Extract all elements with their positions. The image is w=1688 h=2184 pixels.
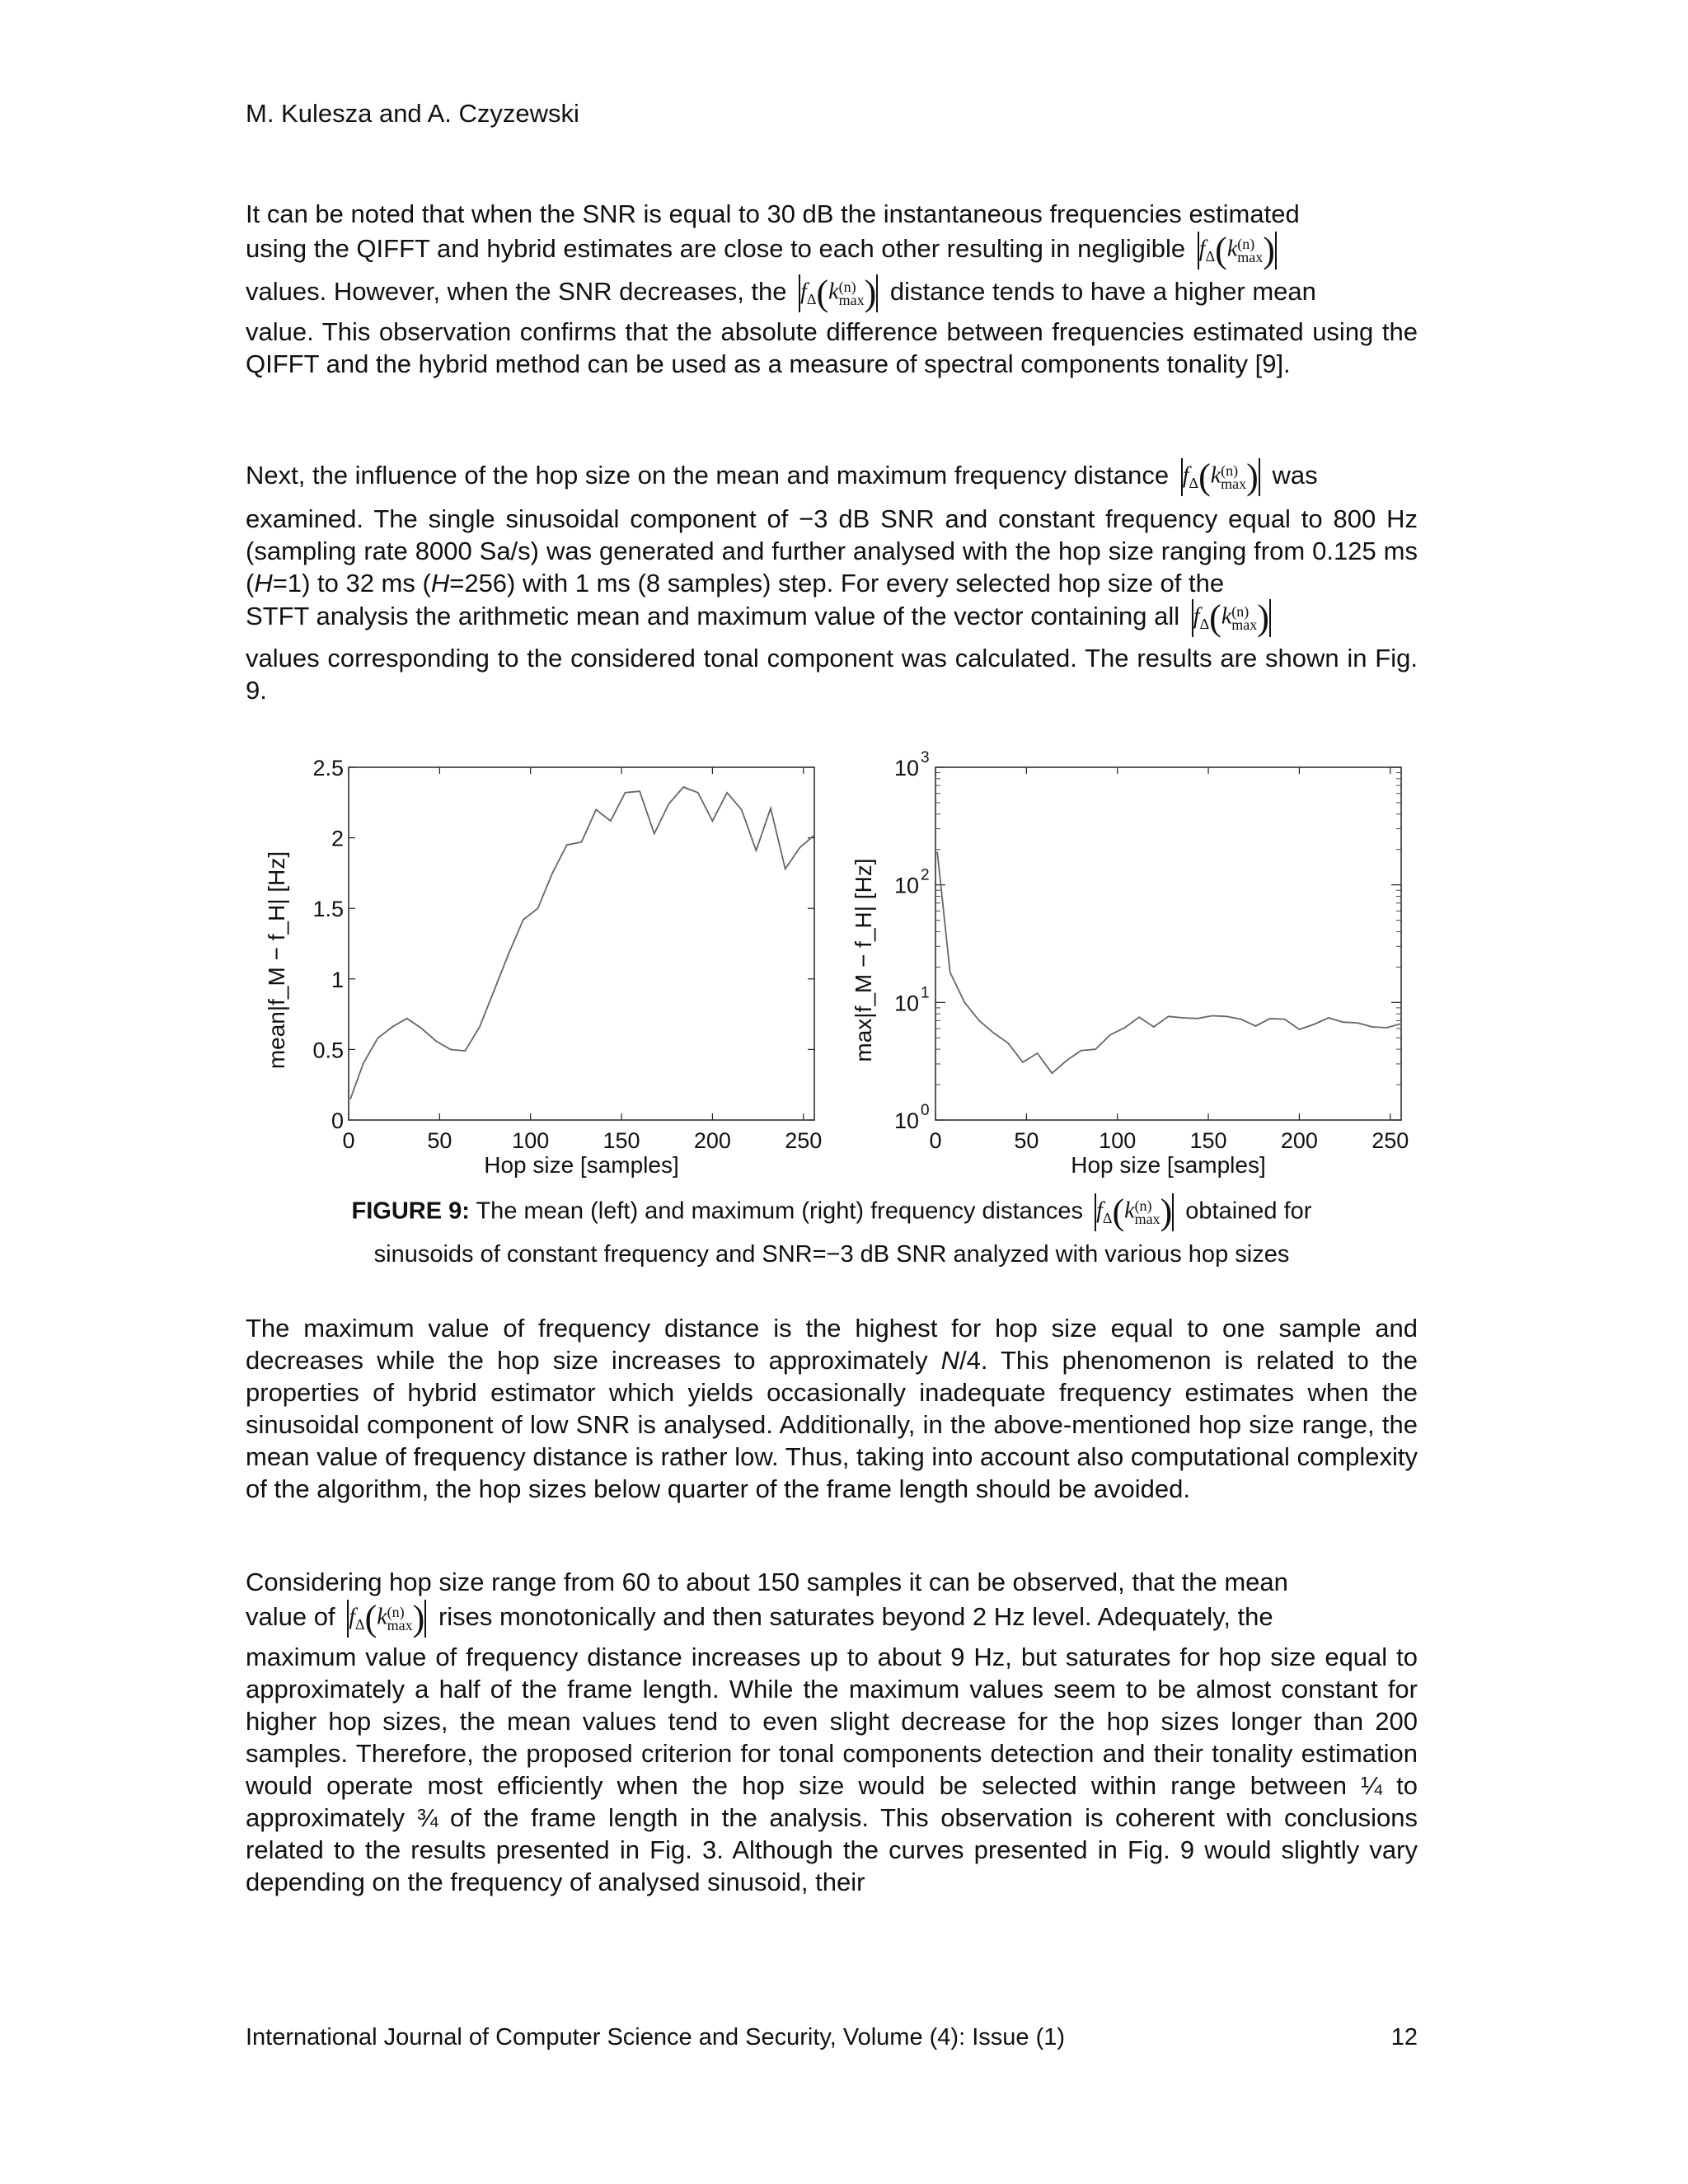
data-point xyxy=(551,873,553,874)
data-point xyxy=(964,1002,966,1004)
data-point xyxy=(420,1028,422,1029)
y-tick-exponent: 0 xyxy=(921,1102,930,1119)
data-point xyxy=(1168,1016,1170,1018)
data-point xyxy=(1226,1016,1227,1018)
x-tick-label: 50 xyxy=(1014,1128,1039,1153)
y-axis-label: max|f_M − f_H| [Hz] xyxy=(851,858,876,1062)
freq-distance-formula: $f_\Delta(k$ (n) max ) xyxy=(1193,598,1269,638)
p1-line-1: It can be noted that when the SNR is equal to 30 dB the instantaneous frequencies estimated xyxy=(246,199,1300,228)
x-tick-label: 100 xyxy=(1099,1128,1137,1153)
x-axis-label: Hop size [samples] xyxy=(1071,1152,1266,1178)
data-point xyxy=(639,790,640,792)
y-axis-label: mean|f_M − f_H| [Hz] xyxy=(264,851,289,1070)
x-axis-label: Hop size [samples] xyxy=(484,1152,679,1178)
page-number: 12 xyxy=(1390,2024,1418,2050)
data-point xyxy=(523,919,524,921)
freq-distance-formula: $f_\Delta(k$ (n) max ) xyxy=(1096,1192,1173,1232)
y-tick-label: 2 xyxy=(331,826,344,851)
data-point xyxy=(1328,1017,1329,1019)
data-point xyxy=(756,850,757,851)
x-tick-label: 0 xyxy=(342,1128,355,1153)
data-point xyxy=(936,851,938,853)
paragraph-1 xyxy=(246,198,1418,380)
y-tick-label: 1 xyxy=(331,967,344,992)
data-point xyxy=(479,1026,481,1028)
data-point xyxy=(377,1038,379,1039)
data-point xyxy=(406,1018,408,1019)
freq-distance-formula: $f_\Delta(k$ (n) max ) xyxy=(1198,230,1275,270)
y-tick-label: 0 xyxy=(331,1108,344,1133)
max-distance-chart xyxy=(851,749,1409,1178)
data-point xyxy=(1197,1018,1198,1019)
p2-line-1: Next, the influence of the hop size on the mean and maximum frequency distance $f_\Delta(k$ (n) max ) was xyxy=(246,457,1318,497)
data-point xyxy=(1066,1060,1067,1062)
y-tick-label: 10 xyxy=(893,873,919,898)
data-point xyxy=(799,847,801,849)
journal-footer: International Journal of Computer Science and Security, Volume (4): Issue (1) xyxy=(246,2024,1066,2050)
data-point xyxy=(1255,1025,1257,1027)
data-series-line xyxy=(937,852,1401,1073)
data-point xyxy=(1299,1029,1301,1030)
data-point xyxy=(363,1063,364,1065)
p4-line-1: Considering hop size range from 60 to about 150 samples it can be observed, that the mean xyxy=(246,1568,1288,1596)
data-point xyxy=(1095,1048,1096,1050)
data-point xyxy=(494,990,495,991)
p2-line-2: examined. The single sinusoidal component of −3 dB SNR and constant frequency equal to 800 Hz (sampling rate 8000 Sa/s) was generated and further analysed with the hop size ranging from 0.125 ms (H=1) to 32 ms (H=256) with 1 ms (8 samples) step. For every selected hop size of the xyxy=(246,504,1418,598)
p4-rest: maximum value of frequency distance increases up to about 9 Hz, but saturates for hop size equal to approximately a half of the frame length. While the maximum values seem to be almost constant for higher hop sizes, the mean values tend to even slight decrease for the hop sizes longer than 200 samples. Therefore, the proposed criterion for tonal components detection and their tonality estimation would operate most efficiently when the hop size would be selected within range between ¼ to approximately ¾ of the frame length in the analysis. This observation is coherent with conclusions related to the results presented in Fig. 3. Although the curves presented in Fig. 9 would slightly vary depending on the frequency of analysed sinusoid, their xyxy=(246,1643,1418,1896)
data-point xyxy=(1051,1072,1053,1074)
data-point xyxy=(1313,1024,1315,1025)
data-point xyxy=(950,972,951,973)
p2-line-4: values corresponding to the considered tonal component was calculated. The results are shown in Fig. 9. xyxy=(246,644,1418,705)
data-point xyxy=(741,809,743,811)
y-tick-label: 10 xyxy=(893,756,919,780)
caption-label: FIGURE 9: xyxy=(351,1197,470,1225)
data-point xyxy=(1182,1017,1184,1019)
y-tick-label: 2.5 xyxy=(312,756,344,780)
data-point xyxy=(712,820,714,822)
caption-line-2: sinusoids of constant frequency and SNR=−3 dB SNR analyzed with various hop sizes xyxy=(373,1241,1290,1268)
y-tick-exponent: 3 xyxy=(921,749,930,766)
data-point xyxy=(1343,1021,1344,1023)
y-tick-exponent: 2 xyxy=(921,866,930,884)
data-point xyxy=(595,809,597,811)
caption-line-1: FIGURE 9: The mean (left) and maximum (right) frequency distances $f_\Delta(k$ (n) max ) obtained for xyxy=(351,1192,1312,1232)
data-point xyxy=(349,1099,351,1100)
data-point xyxy=(1153,1026,1155,1028)
running-header: M. Kulesza and A. Czyzewski xyxy=(246,99,579,128)
mean-distance-chart xyxy=(264,756,822,1178)
x-tick-label: 250 xyxy=(1372,1128,1409,1153)
y-tick-label: 1.5 xyxy=(312,897,344,922)
data-point xyxy=(785,868,786,869)
x-tick-label: 50 xyxy=(427,1128,452,1153)
plot-frame xyxy=(349,767,814,1120)
data-point xyxy=(993,1033,995,1034)
data-point xyxy=(1022,1062,1024,1063)
data-series-line xyxy=(350,787,814,1099)
data-point xyxy=(464,1050,466,1052)
data-point xyxy=(814,834,815,836)
x-tick-label: 150 xyxy=(603,1128,640,1153)
x-tick-label: 0 xyxy=(929,1128,942,1153)
plot-frame xyxy=(935,767,1401,1120)
data-point xyxy=(1240,1019,1242,1020)
p1-line-2: using the QIFFT and hybrid estimates are close to each other resulting in negligible $f_\Delta(k$ (n) max ) xyxy=(246,230,1275,270)
x-tick-label: 150 xyxy=(1189,1128,1227,1153)
data-point xyxy=(682,786,684,788)
p4-line-2: value of $f_\Delta(k$ (n) max ) rises monotonically and then saturates beyond 2 Hz level. Adequately, the xyxy=(246,1598,1273,1638)
data-point xyxy=(435,1040,437,1042)
data-point xyxy=(1037,1052,1039,1054)
data-point xyxy=(1212,1015,1213,1017)
y-tick-exponent: 1 xyxy=(921,984,930,1002)
data-point xyxy=(450,1049,452,1051)
data-point xyxy=(392,1026,393,1028)
data-point xyxy=(697,792,699,794)
data-point xyxy=(1372,1026,1373,1028)
data-point xyxy=(1124,1027,1126,1029)
data-point xyxy=(1269,1018,1271,1019)
data-point xyxy=(581,841,583,843)
y-tick-label: 10 xyxy=(893,991,919,1016)
data-point xyxy=(566,844,568,846)
y-tick-label: 0.5 xyxy=(312,1038,344,1063)
x-tick-label: 250 xyxy=(785,1128,823,1153)
data-point xyxy=(610,820,612,822)
figure-9 xyxy=(0,742,1688,1187)
data-point xyxy=(668,804,670,805)
x-tick-label: 200 xyxy=(693,1128,731,1153)
data-point xyxy=(1007,1043,1009,1044)
x-tick-label: 100 xyxy=(512,1128,550,1153)
data-point xyxy=(770,808,771,809)
data-point xyxy=(1138,1016,1140,1018)
paragraph-3: The maximum value of frequency distance is the highest for hop size equal to one sample and decreases while the hop size increases to approximately N/4. This phenomenon is related to the properties of hybrid estimator which yields occasionally inadequate frequency estimates when the sinusoidal component of low SNR is analysed. Additionally, in the above-mentioned hop size range, the mean value of frequency distance is rather low. Thus, taking into account also computational complexity of the algorithm, the hop sizes below quarter of the frame length should be avoided. xyxy=(246,1314,1418,1503)
data-point xyxy=(1386,1027,1388,1029)
data-point xyxy=(1081,1050,1082,1052)
data-point xyxy=(726,792,728,794)
x-tick-label: 200 xyxy=(1280,1128,1318,1153)
data-point xyxy=(508,953,509,954)
figure-caption xyxy=(246,1193,1418,1271)
freq-distance-formula: $f_\Delta(k$ (n) max ) xyxy=(800,273,877,313)
y-tick-label: 10 xyxy=(893,1108,919,1133)
data-point xyxy=(1109,1034,1111,1036)
freq-distance-formula: $f_\Delta(k$ (n) max ) xyxy=(349,1598,425,1638)
data-point xyxy=(1284,1019,1286,1020)
p2-line-3: STFT analysis the arithmetic mean and maximum value of the vector containing all $f_\Delta(k$ (n) max ) xyxy=(246,598,1269,638)
data-point xyxy=(654,833,655,835)
data-point xyxy=(537,907,539,909)
data-point xyxy=(1400,1023,1402,1024)
paragraph-2 xyxy=(246,458,1418,706)
paragraph-4 xyxy=(246,1566,1418,1898)
data-point xyxy=(625,792,626,794)
data-point xyxy=(978,1020,980,1022)
data-point xyxy=(1357,1022,1358,1024)
freq-distance-formula: $f_\Delta(k$ (n) max ) xyxy=(1182,457,1259,497)
p1-line-4: value. This observation confirms that the absolute difference between frequencies estimated using the QIFFT and the hybrid method can be used as a measure of spectral components tonality [9]. xyxy=(246,317,1418,378)
p1-line-3: values. However, when the SNR decreases, the $f_\Delta(k$ (n) max ) distance tends to have a higher mean xyxy=(246,273,1316,313)
